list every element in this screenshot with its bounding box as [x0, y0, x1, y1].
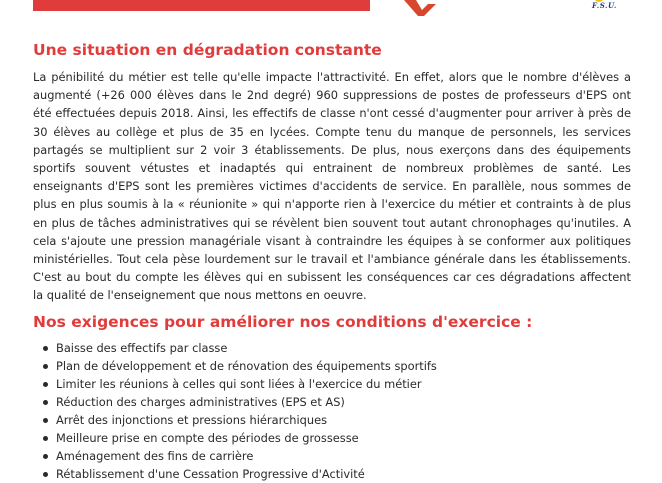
paragraph-line: en plus de tâches administratives qui se révèlent bien souvent tout autant chronophages qu'inutiles. A — [33, 215, 631, 230]
paragraph-line: enseignants d'EPS sont les premières victimes d'accidents de service. En parallèle, nous sommes de — [33, 179, 631, 194]
list-item: Plan de développement et de rénovation des équipements sportifs — [40, 357, 437, 375]
list-item: Meilleure prise en compte des périodes de grossesse — [40, 429, 437, 447]
section-title-exigences: Nos exigences pour améliorer nos conditions d'exercice : — [33, 313, 533, 331]
paragraph-line: été effectuées depuis 2018. Ainsi, les effectifs de classe n'ont cessé d'augmenter pour arriver à près de — [33, 106, 631, 121]
logo-text: F.S.U. — [592, 1, 617, 10]
exigences-list — [40, 339, 437, 483]
paragraph-line: partagés se multiplient sur 2 voir 3 établissements. De plus, nous exerçons dans des équipements — [33, 142, 631, 157]
paragraph-line: augmenté (+26 000 élèves dans le 2nd degré) 960 suppressions de postes de professeurs d'EPS ont — [33, 88, 631, 103]
situation-paragraph — [33, 68, 631, 304]
paragraph-line: La pénibilité du métier est telle qu'elle impacte l'attractivité. En effet, alors que le nombre d'élèves a — [33, 70, 631, 84]
list-item: Arrêt des injonctions et pressions hiérarchiques — [40, 411, 437, 429]
header-banner — [33, 0, 370, 11]
paragraph-line: plus en plus soumis à la « réunionite » qui n'apporte rien à l'exercice du métier et contraints à de plus — [33, 197, 631, 212]
paragraph-line: C'est au bout du compte les élèves qui en subissent les conséquences car ces dégradations affectent — [33, 270, 631, 285]
paragraph-line: cela s'ajoute une pression managériale visant à contraindre les équipes à se conformer aux politiques — [33, 233, 631, 248]
paragraph-line: sportifs souvent vétustes et inadaptés qui entrainent de nombreux problèmes de santé. Les — [33, 160, 631, 175]
paragraph-line: ministérielles. Tout cela pèse lourdement sur le travail et l'ambiance générale dans les établissements. — [33, 251, 631, 266]
list-item: Rétablissement d'une Cessation Progressive d'Activité — [40, 465, 437, 483]
logo-swoosh-icon — [402, 0, 442, 16]
paragraph-line: 30 élèves au collège et plus de 35 en lycées. Compte tenu du manque de personnels, les services — [33, 124, 631, 139]
section-title-situation: Une situation en dégradation constante — [33, 41, 382, 59]
fsu-logo — [592, 0, 632, 12]
list-item: Réduction des charges administratives (EPS et AS) — [40, 393, 437, 411]
list-item: Aménagement des fins de carrière — [40, 447, 437, 465]
list-item: Baisse des effectifs par classe — [40, 339, 437, 357]
list-item: Limiter les réunions à celles qui sont liées à l'exercice du métier — [40, 375, 437, 393]
paragraph-line: la qualité de l'enseignement que nous mettons en oeuvre. — [33, 288, 367, 303]
